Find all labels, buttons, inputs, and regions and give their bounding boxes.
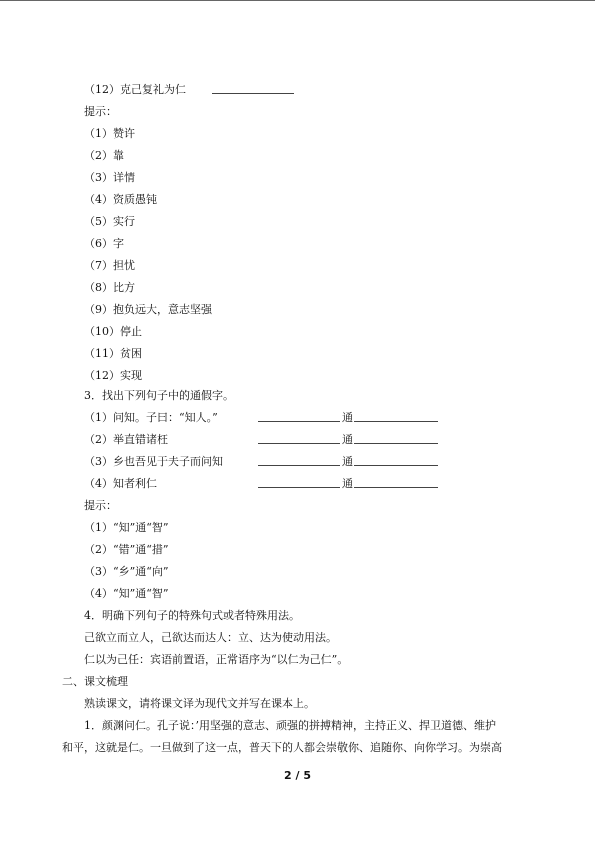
hint-item: （4）资质愚钝 — [84, 193, 157, 206]
hint-item: （3）详情 — [84, 171, 135, 184]
page-top-border — [0, 0, 595, 1]
tong-label: 通 — [342, 477, 353, 490]
hint-item: （9）抱负远大，意志坚强 — [84, 303, 212, 316]
tongjia-question: （4）知者利仁 — [84, 477, 157, 490]
question-12: （12）克己复礼为仁 — [84, 83, 186, 96]
tong-label: 通 — [342, 411, 353, 424]
answer-blank-12[interactable] — [212, 93, 294, 94]
tongjia-question: （3）乡也吾见于夫子而问知 — [84, 455, 223, 468]
answer-blank-original[interactable] — [258, 465, 340, 466]
answer-blank-original[interactable] — [258, 421, 340, 422]
answer-blank-original[interactable] — [258, 487, 340, 488]
answer-blank-original[interactable] — [258, 443, 340, 444]
hint-item: （12）实现 — [84, 369, 142, 382]
hint-item: （11）贫困 — [84, 347, 142, 360]
tongjia-question: （2）举直错诸枉 — [84, 433, 168, 446]
hint-item: （8）比方 — [84, 281, 135, 294]
paragraph-1-line-1: 1．颜渊问仁。孔子说：’用坚强的意志、顽强的拼搏精神，主持正义、捍卫道德、维护 — [84, 719, 496, 732]
tongjia-hint-item: （4）“知”通“智” — [84, 587, 169, 600]
hint-item: （7）担忧 — [84, 259, 135, 272]
section-4-line-2: 仁以为己任：宾语前置语，正常语序为“以仁为己仁”。 — [84, 653, 349, 666]
hint-item: （10）停止 — [84, 325, 142, 338]
hint-item: （1）赞许 — [84, 127, 135, 140]
section-4-title: 4．明确下列句子的特殊句式或者特殊用法。 — [84, 609, 300, 622]
tongjia-question: （1）问知。子曰：“知人。” — [84, 411, 218, 424]
hint-label: 提示： — [84, 105, 117, 118]
answer-blank-tong[interactable] — [354, 443, 438, 444]
tongjia-hint-item: （1）“知”通“智” — [84, 521, 169, 534]
tong-label: 通 — [342, 433, 353, 446]
part-2-intro: 熟读课文，请将课文译为现代文并写在课本上。 — [84, 697, 315, 710]
section-3-title: 3．找出下列句子中的通假字。 — [84, 389, 234, 402]
hint-item: （2）靠 — [84, 149, 124, 162]
tongjia-hint-item: （2）“错”通“措” — [84, 543, 169, 556]
hint-item: （5）实行 — [84, 215, 135, 228]
hint-item: （6）字 — [84, 237, 124, 250]
part-2-title: 二、课文梳理 — [62, 675, 128, 688]
answer-blank-tong[interactable] — [354, 487, 438, 488]
tongjia-hint-item: （3）“乡”通“向” — [84, 565, 169, 578]
hint-label-2: 提示： — [84, 499, 117, 512]
section-4-line-1: 己欲立而立人，己欲达而达人：立、达为使动用法。 — [84, 631, 337, 644]
paragraph-1-line-2: 和平，这就是仁。一旦做到了这一点，普天下的人都会崇敬你、追随你、向你学习。为崇高 — [62, 741, 502, 754]
tong-label: 通 — [342, 455, 353, 468]
answer-blank-tong[interactable] — [354, 465, 438, 466]
page-number: 2 / 5 — [284, 769, 311, 782]
answer-blank-tong[interactable] — [354, 421, 438, 422]
